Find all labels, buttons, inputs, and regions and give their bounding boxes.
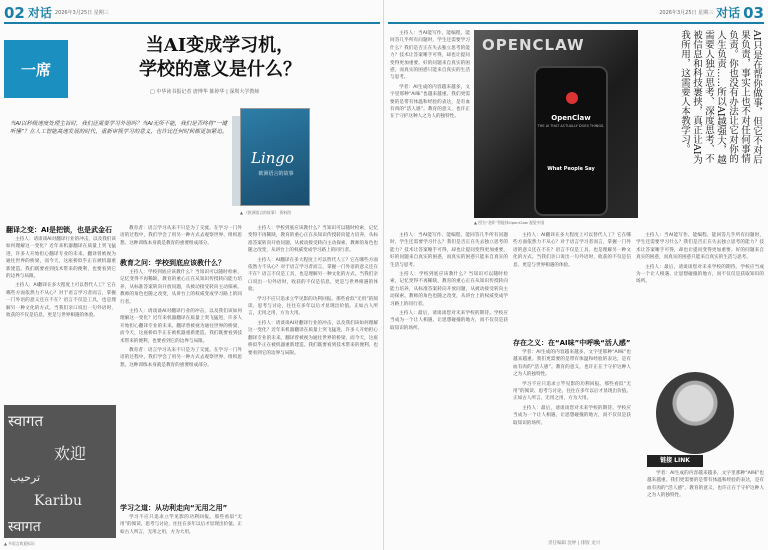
- body-column: [248, 225, 378, 543]
- column-badge: 一席: [4, 40, 68, 98]
- paragraph: 教育者：语言学习从来不只是为了交流。在学习一门外语的过程中，我们学会了用另一种方式去观察世界、组织思想。这种训练本身就是教育的重要组成部分。: [120, 348, 242, 368]
- body-column: [120, 514, 242, 542]
- body-column: [120, 269, 242, 499]
- openclaw-phone-photo: [474, 30, 638, 218]
- body-column: [636, 232, 764, 368]
- paragraph: 学者：AI生成的内容越来越多，文字里那种“AI味”也越来越重。我们更需要的是带有体温和经验的表达，是有血有肉的“活人感”。教育的意义，也许正在于守护这种人之为人的独特性。: [513, 350, 631, 378]
- issue-date: 2026年3月25日 星期三: [659, 10, 714, 16]
- body-column: [513, 349, 631, 537]
- header-rule: [4, 22, 380, 24]
- paragraph: 学习不应只追求立竿见影的功利回报。那些看似“无用”的阅读、思考与讨论，往往在多年以后才显现出价值。正如古人所言，无用之用，方为大用。: [120, 515, 242, 535]
- body-column: [6, 236, 116, 401]
- header-rule: [388, 22, 764, 24]
- word-hindi: स्वागत: [8, 412, 44, 430]
- paragraph: 主持人：学校到底应该教什么？当知识可以随时检索，记忆变得不再稀缺，教育的重心正在从知识传授转向能力培养，从标准答案转向开放问题，从被动接受转向主动探索。教师的角色也随之改变，从讲台上的权威变成学习路上的同行者。: [390, 272, 508, 307]
- paragraph: 教育者：语言学习从来不只是为了交流。在学习一门外语的过程中，我们学会了用另一种方式去观察世界、组织思想。这种训练本身就是教育的重要组成部分。: [120, 226, 242, 246]
- headline-line-1: 当AI变成学习机，: [145, 35, 295, 56]
- lead-paragraph: 当AI以秒级速度处理主旨时，我们还需要学习外语吗？当AI无所不能，我们是否终将“一键听懂”？在人工智能高速发展的时代，重新审视学习的意义，也许比任何时候都更加紧迫。: [10, 121, 228, 135]
- paragraph: 学习不应只追求立竿见影的功利回报。那些看似“无用”的阅读、思考与讨论，往往在多年以后才显现出价值。正如古人所言，无用之用，方为大用。: [513, 381, 631, 402]
- words-caption: ▲ 多语言欢迎标识: [4, 541, 35, 546]
- book-caption: ▲ 《欧洲语言的故事》 资料图: [240, 210, 291, 215]
- paragraph: 主持人：最后，请谈谈您对未来学校的期待。学校应当成为一个让人相遇、让思想碰撞的地方，而不仅仅是获取知识的场所。: [390, 311, 508, 331]
- page-number: 03: [743, 4, 764, 22]
- pull-quote: AI只是在帮你做事，但它不对后果负责，事实上也不对任何事情负责。你也没有办法让它对你的人生负责……所以AI越强大，越需要人独立思考、深度思考、不被信息和科技裹挟，真正让AI为我所用，这需要人本教学习。: [679, 30, 762, 165]
- headline: [100, 34, 340, 82]
- subhead-translation: 翻译之变：AI是把锁，也是武金石: [6, 226, 113, 234]
- paragraph: 主持人：最后，请谈谈您对未来学校的期待。学校应当成为一个让人相遇、让思想碰撞的地方，而不仅仅是获取知识的场所。: [513, 405, 631, 426]
- app-cta: What People Say: [547, 166, 595, 172]
- paragraph: 主持人：请谈谈AI对翻译行业的冲击，以及我们该如何理解这一变化？近年来机器翻译在质量上突飞猛进，许多人开始担心翻译专业的未来。翻译曾被视为通往世界的桥梁，而今天，这座桥似乎正在被机器重新建造。我们既要看到技术带来的便利，也要看到它的边界与局限。: [120, 309, 242, 344]
- paragraph: 学者：AI生成的内容越来越多，文字里那种“AI味”也越来越重。我们更需要的是带有体温和经验的表达，是有血有肉的“活人感”。教育的意义，也许正在于守护这种人之为人的独特性。: [390, 84, 470, 120]
- book-cover-image: [240, 108, 310, 206]
- body-column: [390, 232, 508, 540]
- section-title: 对话: [716, 6, 741, 20]
- paragraph: 主持人：最后，请谈谈您对未来学校的期待。学校应当成为一个让人相遇、让思想碰撞的地方，而不仅仅是获取知识的场所。: [636, 264, 764, 285]
- author-portrait: [656, 372, 734, 454]
- openclaw-sign: OPENCLAW: [482, 36, 585, 54]
- word-hindi-2: स्वागत: [8, 519, 41, 535]
- subhead-education: 教育之问：学校到底应该教什么？: [120, 259, 225, 267]
- byline: □ 中华读书报记者 唐博华 陈婷华 | 深圳大学教师: [150, 89, 260, 95]
- phone-caption: ▲ 图为“龙虾”智能体OpenClaw 视觉中国: [474, 220, 545, 225]
- app-tagline: THE AI THAT ACTUALLY DOES THINGS.: [537, 124, 605, 128]
- issue-date: 2026年3月25日 星期三: [54, 10, 109, 16]
- page-number: 02: [4, 4, 25, 22]
- body-column: [120, 225, 242, 255]
- app-name: OpenClaw: [551, 114, 591, 122]
- paragraph: 主持人：请谈谈AI对翻译行业的冲击，以及我们该如何理解这一变化？近年来机器翻译在质量上突飞猛进，许多人开始担心翻译专业的未来。翻译曾被视为通往世界的桥梁，而今天，这座桥似乎正在被机器重新建造。我们既要看到技术带来的便利，也要看到它的边界与局限。: [248, 320, 378, 356]
- paragraph: 主持人：当AI能写作、能编程、能回答几乎所有问题时，学生还需要学习什么？我们是否正在失去独立思考的能力？技术让答案唾手可得，却也让提问变得更加重要。好的问题来自真实的困惑，而真实的困惑只能来自真实的生活与思考。: [390, 233, 508, 268]
- left-page-header: [4, 4, 109, 22]
- phone: [534, 66, 608, 216]
- right-page-header: [659, 4, 764, 22]
- book-title: Lingo: [251, 149, 295, 167]
- paragraph: 主持人：当AI能写作、能编程、能回答几乎所有问题时，学生还需要学习什么？我们是否正在失去独立思考的能力？技术让答案唾手可得，却也让提问变得更加重要。好的问题来自真实的困惑，而真实的困惑只能来自真实的生活与思考。: [390, 31, 470, 81]
- paragraph: 主持人：AI翻译在多大程度上可以替代人工？它在哪些方面依然力不从心？对于语言学习者而言，掌握一门外语的意义还在不在？语言不仅是工具，也是理解另一种文化的方式。当我们亲口说出一句外语时，收获的不仅是信息，更是与世界相遇的体验。: [6, 283, 116, 319]
- headline-line-2: 学校的意义是什么？: [139, 59, 301, 80]
- book-subtitle: 欧洲语言的故事: [258, 171, 294, 177]
- body-column: [513, 232, 631, 332]
- welcome-words-photo: [4, 405, 116, 538]
- section-title: 对话: [27, 6, 52, 20]
- paragraph: 主持人：学校到底应该教什么？当知识可以随时检索，记忆变得不再稀缺，教育的重心正在从知识传授转向能力培养，从标准答案转向开放问题，从被动接受转向主动探索。教师的角色也随之改变，从讲台上的权威变成学习路上的同行者。: [120, 270, 242, 305]
- word-arabic: ترحيب: [10, 471, 41, 484]
- author-bio: [647, 470, 764, 536]
- lobster-logo-icon: [566, 92, 578, 104]
- word-swahili: Karibu: [34, 493, 82, 509]
- paragraph: 主持人：AI翻译在多大程度上可以替代人工？它在哪些方面依然力不从心？对于语言学习者而言，掌握一门外语的意义还在不在？语言不仅是工具，也是理解另一种文化的方式。当我们亲口说出一句外语时，收获的不仅是信息，更是与世界相遇的体验。: [248, 257, 378, 293]
- paragraph: 主持人：学校到底应该教什么？当知识可以随时检索，记忆变得不再稀缺，教育的重心正在从知识传授转向能力培养，从标准答案转向开放问题，从被动接受转向主动探索。教师的角色也随之改变，从讲台上的权威变成学习路上的同行者。: [248, 226, 378, 254]
- paragraph: 学者：AI生成的内容越来越多，文字里那种“AI味”也越来越重。我们更需要的是带有体温和经验的表达，是有血有肉的“活人感”。教育的意义，也许正在于守护这种人之为人的独特性。: [647, 471, 764, 499]
- link-label: 链接 LINK: [647, 455, 703, 467]
- paragraph: 学习不应只追求立竿见影的功利回报。那些看似“无用”的阅读、思考与讨论，往往在多年以后才显现出价值。正如古人所言，无用之用，方为大用。: [248, 296, 378, 317]
- body-column: [390, 30, 470, 215]
- word-chinese: 欢迎: [54, 444, 87, 463]
- paragraph: 主持人：当AI能写作、能编程、能回答几乎所有问题时，学生还需要学习什么？我们是否正在失去独立思考的能力？技术让答案唾手可得，却也让提问变得更加重要。好的问题来自真实的困惑，而真实的困惑只能来自真实的生活与思考。: [636, 233, 764, 261]
- subhead-existence: 存在之义：在“AI味”中呼唤“活人感”: [513, 339, 631, 347]
- paragraph: 主持人：AI翻译在多大程度上可以替代人工？它在哪些方面依然力不从心？对于语言学习者而言，掌握一门外语的意义还在不在？语言不仅是工具，也是理解另一种文化的方式。当我们亲口说出一句外语时，收获的不仅是信息，更是与世界相遇的体验。: [513, 233, 631, 268]
- footer: 责任编辑 沈婷 | 排版 龙兴: [548, 541, 601, 546]
- paragraph: 主持人：请谈谈AI对翻译行业的冲击，以及我们该如何理解这一变化？近年来机器翻译在质量上突飞猛进，许多人开始担心翻译专业的未来。翻译曾被视为通往世界的桥梁，而今天，这座桥似乎正在被机器重新建造。我们既要看到技术带来的便利，也要看到它的边界与局限。: [6, 237, 116, 280]
- subhead-learning: 学习之道：从功利走向“无用之用”: [120, 504, 228, 512]
